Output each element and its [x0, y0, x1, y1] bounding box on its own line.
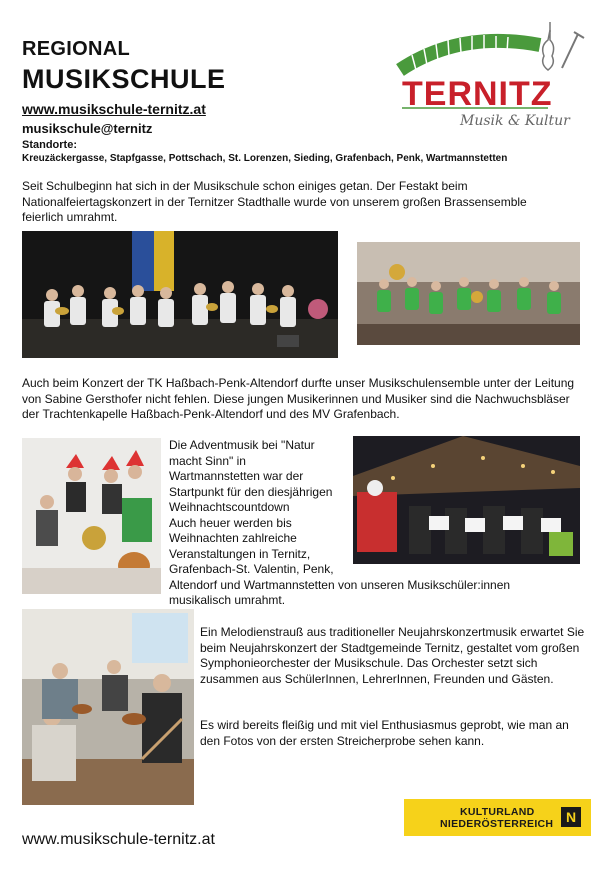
email-address: musikschule@ternitz: [22, 121, 153, 136]
advent-line: macht Sinn" in: [169, 453, 246, 468]
advent-line: Altendorf und Wartmannstetten von unseren Musikschüler:innen: [169, 577, 511, 592]
ternitz-logo: [390, 20, 590, 135]
advent-line: Startpunkt für den diesjährigen: [169, 484, 333, 499]
advent-line: Wartmannstetten war der: [169, 469, 304, 483]
badge-line1: KULTURLAND: [460, 806, 535, 818]
photo-advent-music-group: [22, 438, 161, 594]
badge-line2: NIEDERÖSTERREICH: [440, 818, 554, 830]
locations-list: Kreuzäckergasse, Stapfgasse, Pottschach, St. Lorenzen, Sieding, Grafenbach, Penk, Wartmannstetten: [22, 153, 508, 164]
intro-paragraph: Seit Schulbeginn hat sich in der Musikschule schon einiges getan. Der Festakt beim Nationalfeiertagskonzert in der Ternitzer Stadthalle wurde von unserem großen Brassensemble feierlich umrahmt.: [22, 179, 527, 224]
concert-paragraph: Auch beim Konzert der TK Haßbach-Penk-Altendorf durfte unser Musikschulensemble unter der Leitung von Sabine Gersthofer nicht fehlen. Diese jungen Musikerinnen und Musiker sind die Nachwuchsbläser der Trachtenkapelle Haßbach-Penk-Altendorf und des MV Grafenbach.: [22, 376, 575, 421]
advent-line: musikalisch umrahmt.: [169, 593, 286, 607]
photo-string-rehearsal: [22, 609, 194, 805]
advent-line: Veranstaltungen in Ternitz,: [169, 546, 311, 561]
logo-name: TERNITZ: [402, 75, 553, 113]
title-musikschule: MUSIKSCHULE: [22, 64, 226, 94]
locations-heading: Standorte:: [22, 139, 77, 151]
footer-website[interactable]: www.musikschule-ternitz.at: [22, 831, 215, 848]
title-regional: REGIONAL: [22, 38, 130, 60]
photo-youth-wind-ensemble: [357, 242, 580, 345]
photo-brass-ensemble: [22, 231, 338, 358]
advent-line: Die Adventmusik bei "Natur: [169, 438, 315, 452]
new-year-concert-paragraph: Ein Melodienstrauß aus traditioneller Neujahrskonzertmusik erwartet Sie beim Neujahrskonzert der Stadtgemeinde Ternitz, gestaltet vom großen Symphonieorchester der Musikschule. Das Orchester setzt sich zusammen aus SchülerInnen, LehrerInnen, Freunden und Gästen.: [200, 625, 585, 686]
advent-line: Weihnachten zahlreiche: [169, 531, 297, 545]
advent-line: Grafenbach-St. Valentin, Penk,: [169, 562, 334, 576]
rehearsal-paragraph: Es wird bereits fleißig und mit viel Enthusiasmus geprobt, wie man an den Fotos von der ersten Streicherprobe sehen kann.: [200, 718, 569, 748]
photo-christmas-market: [353, 436, 580, 564]
website-link[interactable]: www.musikschule-ternitz.at: [22, 101, 206, 117]
advent-line: Auch heuer werden bis: [169, 515, 292, 530]
kulturland-badge: [404, 799, 591, 836]
logo-tagline: Musik & Kultur: [460, 113, 570, 129]
noe-logo-icon: N: [561, 807, 581, 827]
advent-line: Weihnachtscountdown: [169, 500, 290, 514]
